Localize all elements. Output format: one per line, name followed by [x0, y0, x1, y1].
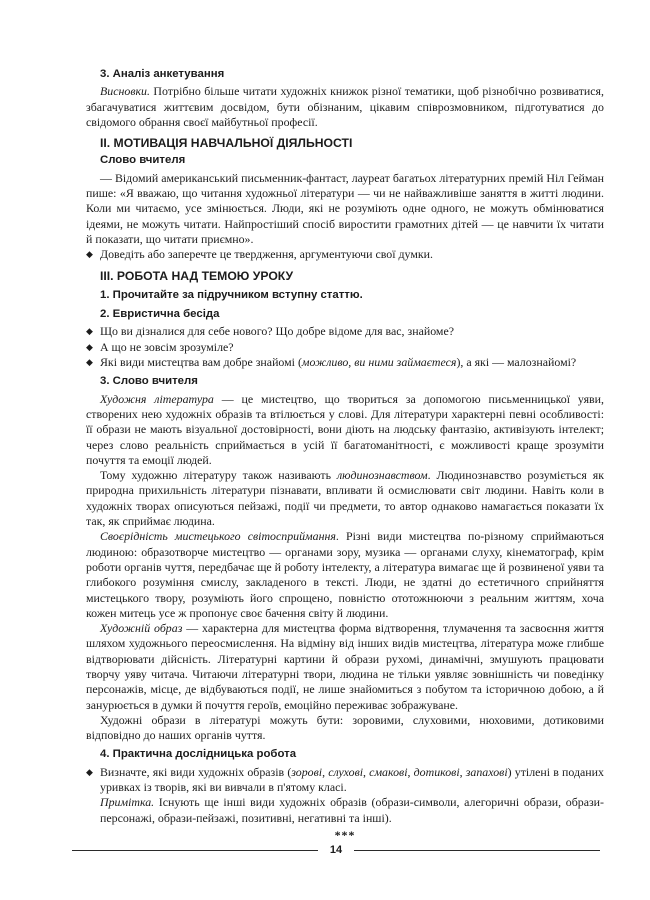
read-article-item: 1. Прочитайте за підручником вступну статтю.	[100, 288, 363, 301]
comma: ,	[407, 764, 414, 779]
page-number: 14	[329, 844, 343, 856]
practical-task-bullet	[86, 765, 604, 796]
section-divider-stars: ***	[334, 827, 356, 842]
page-content	[86, 63, 604, 843]
practical-task-text-a: Визначте, які види художніх образів (	[100, 764, 292, 779]
conclusions-paragraph	[86, 84, 604, 130]
question-3	[86, 355, 604, 370]
image-type-tactile: дотикові	[413, 764, 460, 779]
footer-rule-left	[72, 850, 318, 851]
human-studies-term: людинознавством	[336, 468, 428, 483]
teacher-word-heading: Слово вчителя	[100, 154, 186, 167]
image-type-auditory: слухові	[328, 764, 364, 779]
question-3-text-b: ), а які — малознайомі?	[456, 355, 577, 370]
comma: ,	[363, 764, 370, 779]
teacher-quote-paragraph: — Відомий американський письменник-фантаст, лауреат багатьох літературних премій Ніл Гейман пише: «Я вважаю, що читання художньої літератури — чи не найважливіше заняття в житті людини. Коли ми читаємо, усе змінюється. Люди, які не розуміють одне одного, не можуть обмінюватися ідеями, не можуть читати. Найпростіший спосіб виростити грамотних дітей — це навчити їх читати й показати, що читати приємно».	[86, 170, 604, 246]
task-bullet: ◆ Доведіть або заперечте це твердження, аргументуючи свої думки.	[86, 247, 604, 262]
survey-analysis-heading: 3. Аналіз анкетування	[100, 68, 225, 80]
human-studies-paragraph	[86, 468, 604, 529]
conclusions-label: Висновки.	[100, 84, 150, 99]
artistic-image-paragraph	[86, 621, 604, 713]
human-studies-text-b: . Людинознавство розуміється як природна прихильність літератури пізнавати, впливати й осмислювати світ людини. Навіть коли в художніх творах описуються пейзажі, події чи предмети, то автор однаково намагається показати їх так, як сприймає людина.	[86, 468, 604, 529]
comma: ,	[459, 764, 466, 779]
lesson-topic-heading: ІІІ. РОБОТА НАД ТЕМОЮ УРОКУ	[100, 268, 294, 283]
worldview-term: Своєрідність мистецького світосприймання	[100, 529, 336, 544]
note-paragraph	[86, 795, 604, 826]
question-1: ◆ Що ви дізналися для себе нового? Що добре відоме для вас, знайоме?	[86, 324, 604, 339]
footer-rule-right	[354, 850, 600, 851]
motivation-heading: ІІ. МОТИВАЦІЯ НАВЧАЛЬНОЇ ДІЯЛЬНОСТІ	[100, 136, 353, 151]
heuristic-talk-item: 2. Евристична бесіда	[100, 308, 220, 321]
worldview-paragraph	[86, 529, 604, 621]
question-3-text-a: Які види мистецтва вам добре знайомі (	[100, 355, 302, 370]
teacher-word-item: 3. Слово вчителя	[100, 375, 198, 388]
practical-work-item: 4. Практична дослідницька робота	[100, 748, 297, 761]
page-footer	[72, 840, 600, 860]
conclusions-text: Потрібно більше читати художніх книжок різної тематики, щоб різнобічно розвиватися, збагачуватися життєвим досвідом, бути обізнаним, цікавим співрозмовником, підготуватися до свідомого обрання своєї майбутньої професії.	[86, 84, 604, 129]
comma: ,	[322, 764, 329, 779]
artistic-image-term: Художній образ	[100, 621, 183, 636]
image-type-smell: запахові	[465, 764, 508, 779]
literature-definition-paragraph	[86, 392, 604, 468]
worldview-text: . Різні види мистецтва по-різному сприймаються людиною: образотворче мистецтво — органами зору, музика — органами слуху, кінематограф, крім роботи органів чуття, передбачає ще й роботу інтелекту, а література вимагає ще й розвиненої уяви та глибокого розуміння смислу, закладеного в тексті. Люди, не здатні до естетичного сприйняття мистецького твору, розуміють його спрощено, повністю ототожнюючи з реальним життям, хоча кожен митець усе ж пропонує своє бачення світу й людини.	[86, 529, 604, 620]
note-label: Примітка.	[100, 795, 155, 810]
human-studies-text-a: Тому художню літературу також називають	[100, 468, 337, 483]
artistic-image-text: — характерна для мистецтва форма відтворення, тлумачення та засвоєння життя шляхом художнього переосмислення. На відміну від інших видів мистецтва, література може глибше відтворювати дійсність. Літературні картини й образи рухомі, динамічні, змушують працювати творчу уяву читача. Читаючи літературні твори, людина не тільки уявляє зовнішність чи поведінку персонажів, місце, де відбуваються події, не лише знайомиться з побутом та історичною добою, а й занурюється в думки й почуття героїв, емоційно переживає зображуване.	[86, 621, 604, 712]
question-3-italic: можливо, ви ними займаєтеся	[301, 355, 457, 370]
literature-definition-text: — це мистецтво, що твориться за допомогою письменницької уяви, створених нею художніх образів та втілюється у слові. Для літератури характерні певні особливості: її образи не мають візуальної достовірності, вони діють на людську фантазію, активізують інтелект; через слово реальність сприймається в усій її багатоманітності, є можливості краще зрозуміти почуття та емоції людей.	[86, 391, 604, 467]
question-2: ◆ А що не зовсім зрозуміле?	[86, 340, 604, 355]
practical-task-text-b: ) утілені в поданих уривках із творів, які ви вивчали в п'ятому класі.	[100, 764, 604, 795]
image-type-visual: зорові	[291, 764, 323, 779]
image-type-taste: смакові	[369, 764, 408, 779]
image-types-paragraph: Художні образи в літературі можуть бути: зоровими, слуховими, нюховими, дотиковими відповідно до наших органів чуття.	[86, 712, 604, 743]
literature-term: Художня література	[100, 391, 214, 406]
note-text: Існують ще інші види художніх образів (образи-символи, алегоричні образи, образи-персонажі, образи-пейзажі, позитивні, негативні та інші).	[100, 795, 604, 825]
